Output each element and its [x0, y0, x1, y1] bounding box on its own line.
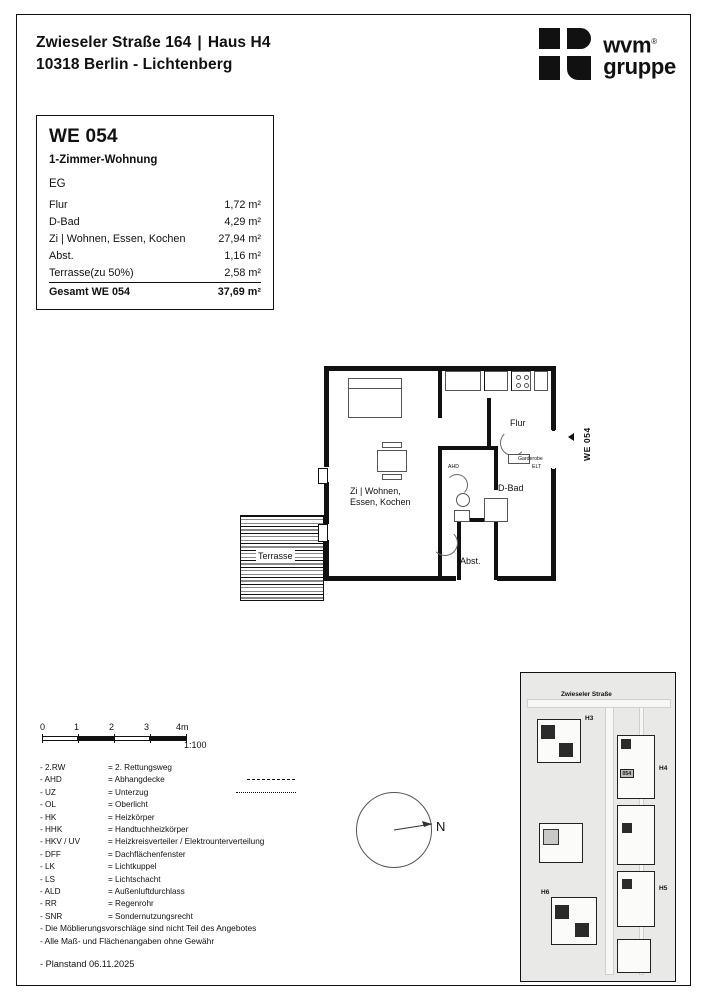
- legend-item: [40, 874, 340, 886]
- plan-date: - Planstand 06.11.2025: [40, 959, 135, 969]
- compass-rose: [356, 792, 446, 872]
- partition-room-bath: [438, 446, 442, 581]
- scale-bar: [40, 722, 220, 750]
- area-value: 27,94 m²: [218, 232, 261, 245]
- legend-abbr: - HHK: [40, 824, 63, 834]
- notes: [40, 922, 370, 948]
- chair-furniture: [382, 442, 402, 448]
- legend-desc: = Dachflächenfenster: [108, 849, 186, 859]
- legend-abbr: - 2.RW: [40, 763, 66, 772]
- area-label: Flur: [49, 198, 68, 211]
- legend-item: [40, 799, 340, 811]
- site-building-detail: [621, 739, 631, 749]
- legend-desc: = Heizkörper: [108, 812, 155, 822]
- legend-desc: = Abhangdecke: [108, 775, 165, 785]
- street-address: Zwieseler Straße 164: [36, 34, 192, 51]
- room-label-main-2: Essen, Kochen: [350, 497, 411, 507]
- site-unit-marker: 054: [620, 769, 634, 778]
- partition-entry: [487, 398, 491, 450]
- bed-pillow: [348, 378, 402, 389]
- site-building-detail: [575, 923, 589, 937]
- scale-tick: 3: [144, 722, 150, 732]
- chair-furniture: [382, 474, 402, 480]
- door-swing-abst: [432, 530, 458, 556]
- legend-abbr: - HKV / UV: [40, 837, 81, 847]
- room-label-abst: Abst.: [460, 556, 481, 566]
- floor-plan-drawing: [232, 358, 592, 613]
- unit-tag-label: WE 054: [582, 427, 592, 461]
- area-value: 1,16 m²: [224, 250, 261, 263]
- room-label-bad: D-Bad: [498, 483, 524, 493]
- legend-abbr: - RR: [40, 899, 57, 909]
- entry-arrow-icon: [568, 433, 574, 441]
- legend-desc: = Lichtschacht: [108, 874, 161, 884]
- legend: [40, 762, 340, 923]
- logo-wordmark: [603, 31, 676, 79]
- legend-desc: = Heizkreisverteiler / Elektrounterverteilung: [108, 837, 265, 847]
- kitchen-sink: [484, 371, 508, 391]
- table-row: [49, 196, 261, 213]
- legend-item: [40, 812, 340, 824]
- address-separator: |: [197, 34, 202, 51]
- legend-abbr: - HK: [40, 812, 57, 822]
- label-garderobe: Garderobe: [518, 456, 543, 462]
- stove-burner-icon: [524, 375, 529, 380]
- area-table: [49, 196, 261, 301]
- site-house-tag-h5: H5: [659, 885, 668, 892]
- partition-abst-left: [457, 518, 461, 580]
- label-elt: ELT: [532, 464, 542, 470]
- shower-icon: [484, 498, 508, 522]
- wall-left-upper: [324, 366, 329, 467]
- compass-north-label: N: [436, 819, 446, 834]
- wall-right-lower: [551, 468, 556, 581]
- kitchen-cabinet: [534, 371, 548, 391]
- partition-abst-right: [494, 518, 498, 580]
- counter-divider: [484, 371, 485, 391]
- site-building-south: [617, 939, 651, 973]
- site-map-street-label: Zwieseler Straße: [561, 691, 612, 698]
- note-line-2: - Alle Maß- und Flächenangaben ohne Gewähr: [40, 936, 215, 946]
- door-swing-flur: [500, 430, 526, 456]
- legend-desc: = Oberlicht: [108, 800, 148, 810]
- legend-item: [40, 774, 340, 786]
- logo-text-top: wvm: [603, 32, 652, 58]
- wall-left-lower: [324, 540, 329, 581]
- registered-icon: ®: [651, 37, 657, 47]
- entry-door-opening: [551, 442, 556, 462]
- label-ahd: AHD: [448, 464, 459, 470]
- legend-desc: = Lichtkuppel: [108, 862, 157, 872]
- site-map: [520, 672, 676, 982]
- legend-desc: = Außenluftdurchlass: [108, 886, 185, 896]
- floor-label: EG: [49, 178, 66, 190]
- unit-type: 1-Zimmer-Wohnung: [49, 154, 158, 166]
- room-label-terrasse: Terrasse: [258, 551, 293, 561]
- legend-abbr: - UZ: [40, 787, 56, 797]
- legend-item: [40, 824, 340, 836]
- room-label-main: Zi | Wohnen,: [350, 486, 401, 496]
- legend-abbr: - OL: [40, 800, 56, 810]
- unit-info-box: [36, 115, 274, 310]
- total-label: Gesamt WE 054: [49, 282, 210, 301]
- site-building-detail: [543, 829, 559, 845]
- total-value: 37,69 m²: [210, 282, 261, 301]
- legend-abbr: - DFF: [40, 849, 61, 859]
- room-label-flur: Flur: [510, 418, 526, 428]
- scale-tick: 0: [40, 722, 46, 732]
- legend-item: [40, 886, 340, 898]
- legend-desc: = Handtuchheizkörper: [108, 824, 189, 834]
- dotted-line-sample: [236, 792, 296, 793]
- table-row: [49, 248, 261, 265]
- site-road-main: [527, 699, 671, 708]
- legend-desc: = Sondernutzungsrecht: [108, 911, 193, 921]
- wall-left-mid: [324, 482, 329, 524]
- scale-tick-labels: [40, 722, 220, 735]
- table-row: [49, 213, 261, 230]
- site-building-mid: [617, 805, 655, 865]
- scale-tick: 4m: [176, 722, 189, 732]
- site-building-detail: [622, 823, 632, 833]
- legend-abbr: - LK: [40, 862, 56, 872]
- legend-abbr: - SNR: [40, 911, 63, 921]
- legend-item: [40, 762, 340, 774]
- scale-tick: 2: [109, 722, 115, 732]
- stove-burner-icon: [516, 383, 521, 388]
- legend-abbr: - LS: [40, 874, 56, 884]
- area-label: Abst.: [49, 250, 74, 263]
- scale-ratio: 1:100: [184, 740, 207, 750]
- stove-burner-icon: [524, 383, 529, 388]
- kitchen-stove: [511, 371, 531, 391]
- terrace-door-lower: [318, 524, 328, 542]
- area-label: D-Bad: [49, 215, 80, 228]
- wall-right-upper: [551, 366, 556, 430]
- terrace-door-upper: [318, 468, 328, 484]
- area-label: Zi | Wohnen, Essen, Kochen: [49, 232, 186, 245]
- site-house-tag-h6: H6: [541, 889, 550, 896]
- site-house-tag-h4: H4: [659, 765, 668, 772]
- wall-bottom-right: [497, 576, 556, 581]
- area-value: 4,29 m²: [224, 215, 261, 228]
- table-row: [49, 265, 261, 283]
- site-building-detail: [622, 879, 632, 889]
- counter-divider: [511, 371, 512, 391]
- legend-item: [40, 836, 340, 848]
- legend-item: [40, 861, 340, 873]
- house-number: Haus H4: [207, 34, 271, 51]
- area-value: 1,72 m²: [224, 198, 261, 211]
- note-line-1: - Die Möblierungsvorschläge sind nicht Teil des Angebotes: [40, 923, 257, 933]
- legend-desc: = Regenrohr: [108, 899, 154, 909]
- legend-item: [40, 849, 340, 861]
- dashed-line-sample: [247, 779, 295, 780]
- table-row-total: [49, 282, 261, 301]
- table-furniture: [377, 450, 407, 472]
- site-house-tag-h3: H3: [585, 715, 594, 722]
- scale-tick: 1: [74, 722, 80, 732]
- company-logo: [539, 28, 676, 80]
- area-value: 2,58 m²: [224, 267, 261, 280]
- unit-number: WE 054: [49, 126, 118, 147]
- toilet-icon: [454, 510, 470, 522]
- site-building-detail: [541, 725, 555, 739]
- legend-abbr: - AHD: [40, 775, 62, 785]
- kitchen-counter: [445, 371, 481, 391]
- table-row: [49, 230, 261, 247]
- site-building-detail: [559, 743, 573, 757]
- address-line-2: 10318 Berlin - Lichtenberg: [36, 56, 233, 73]
- legend-item: [40, 787, 340, 799]
- wvm-logo-icon: [539, 28, 591, 80]
- legend-desc: = Unterzug: [108, 787, 149, 797]
- wall-bottom-left: [324, 576, 456, 581]
- partition-kitchen: [438, 366, 442, 418]
- legend-desc: = 2. Rettungsweg: [108, 763, 172, 772]
- legend-abbr: - ALD: [40, 886, 61, 896]
- legend-item: [40, 898, 340, 910]
- site-road-vertical: [605, 707, 614, 975]
- compass-needle-icon: [356, 792, 436, 872]
- stove-burner-icon: [516, 375, 521, 380]
- logo-text-bottom: gruppe: [603, 53, 676, 79]
- header: [36, 32, 676, 92]
- site-building-detail: [555, 905, 569, 919]
- area-label: Terrasse(zu 50%): [49, 267, 134, 280]
- door-swing-bath: [446, 474, 468, 496]
